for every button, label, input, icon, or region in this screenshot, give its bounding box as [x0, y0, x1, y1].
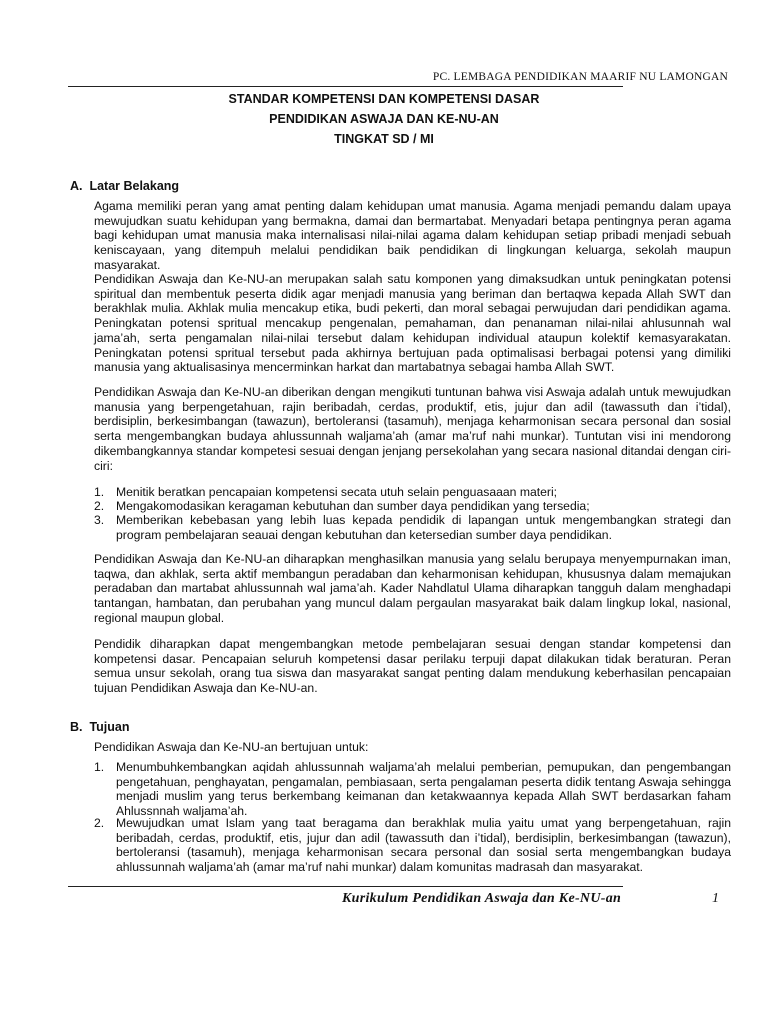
header-divider — [68, 86, 623, 87]
page-number: 1 — [712, 891, 719, 906]
list-item — [94, 816, 731, 875]
header-organization: PC. LEMBAGA PENDIDIKAN MAARIF NU LAMONGAN — [432, 71, 728, 83]
list-number: 2. — [94, 816, 105, 830]
list-text: Mengakomodasikan keragaman kebutuhan dan sumber daya pendidikan yang tersedia; — [116, 499, 590, 513]
paragraph: Pendidik diharapkan dapat mengembangkan metode pembelajaran sesuai dengan standar kompetensi dan kompetensi dasar. Pencapaian seluruh kompetensi dasar perilaku terpuji dapat dilakukan tidak beraturan. Peran semua unsur sekolah, orang tua siswa dan masyarakat sangat penting dalam mendukung keberhasilan pencapaian tujuan Pendidikan Aswaja dan Ke-NU-an. — [94, 637, 731, 696]
list-item — [94, 760, 731, 819]
doc-title-line-1: STANDAR KOMPETENSI DAN KOMPETENSI DASAR — [228, 92, 540, 106]
section-heading-tujuan: B. Tujuan — [70, 720, 130, 734]
doc-title-line-3: TINGKAT SD / MI — [334, 132, 434, 146]
list-number: 2. — [94, 499, 105, 513]
section-heading-latar-belakang: A. Latar Belakang — [70, 179, 180, 193]
list-number: 3. — [94, 513, 105, 527]
list-item — [94, 499, 731, 514]
list-text: Memberikan kebebasan yang lebih luas kepada pendidik di lapangan untuk mengembangkan strategi dan program pembelajaran seauai dengan kebutuhan dan ketersedian sumber daya pendidikan. — [116, 513, 731, 542]
paragraph: Pendidikan Aswaja dan Ke-NU-an diberikan dengan mengikuti tuntunan bahwa visi Aswaja adalah untuk mewujudkan manusia yang berpengetahuan, rajin beribadah, cerdas, produktif, etis, jujur dan adil (tawassuth dan i’tidal), berdisiplin, berkesimbangan (tawazun), bertoleransi (tasamuh), menjaga keharmonisan secara personal dan sosial serta mengembangkan budaya ahlussunnah waljama’ah (amar ma’ruf nahi munkar). Tuntutan visi ini mendorong dikembangkannya standar kompetesi sesuai dengan jenjang persekolahan yang secara nasional ditandai dengan ciri-ciri: — [94, 385, 731, 473]
list-text: Menumbuhkembangkan aqidah ahlussunnah waljama’ah melalui pemberian, pemupukan, dan pengembangan pengetahuan, penghayatan, pengamalan, pembiasaan, serta pengalaman peserta didik tentang Aswaja sehingga menjadi muslim yang terus berkembang keimanan dan ketakwaannya kepada Allah SWT berdasarkan faham Ahlussnnah waljama’ah. — [116, 760, 731, 819]
paragraph: Agama memiliki peran yang amat penting dalam kehidupan umat manusia. Agama menjadi pemandu dalam upaya mewujudkan suatu kehidupan yang bermakna, damai dan bermartabat. Menyadari betapa pentingnya peran agama bagi kehidupan umat manusia maka internalisasi nilai-nilai agama dalam kehidupan setiap pribadi menjadi sebuah keniscayaan, yang ditempuh melalui pendidikan baik pendidikan di lingkungan keluarga, sekolah maupun masyarakat. — [94, 199, 731, 272]
list-text: Mewujudkan umat Islam yang taat beragama dan berakhlak mulia yaitu umat yang berpengetahuan, rajin beribadah, cerdas, produktif, etis, jujur dan adil (tawassuth dan i’tidal), berdisiplin, berkesimbangan (tawazun), bertoleransi (tasamuh), menjaga keharmonisan secara personal dan sosial serta mengembangkan budaya ahlussunnah waljama’ah (amar ma’ruf nahi munkar) dalam komunitas madrasah dan masyarakat. — [116, 816, 731, 875]
footer-divider — [68, 886, 623, 887]
paragraph: Pendidikan Aswaja dan Ke-NU-an bertujuan untuk: — [94, 740, 369, 754]
list-number: 1. — [94, 485, 105, 499]
doc-title-line-2: PENDIDIKAN ASWAJA DAN KE-NU-AN — [269, 112, 499, 126]
paragraph: Pendidikan Aswaja dan Ke-NU-an diharapkan menghasilkan manusia yang selalu berupaya menyempurnakan iman, taqwa, dan akhlak, serta aktif membangun peradaban dan keharmonisan kehidupan, khususnya dalam memajukan peradaban dan martabat ahlussunnah wal jama’ah. Kader Nahdlatul Ulama diharapkan tangguh dalam menghadapi tantangan, hambatan, dan perubahan yang muncul dalam pergaulan masyarakat baik dalam lingkup lokal, nasional, regional maupun global. — [94, 552, 731, 625]
list-item — [94, 513, 731, 542]
list-item — [94, 485, 731, 500]
paragraph: Pendidikan Aswaja dan Ke-NU-an merupakan salah satu komponen yang dimaksudkan untuk peningkatan potensi spiritual dan membentuk peserta didik agar menjadi manusia yang beriman dan bertaqwa kepada Allah SWT dan berakhlak mulia. Akhlak mulia mencakup etika, budi pekerti, dan moral sebagai perwujudan dari pendidikan agama. Peningkatan potensi spritual mencakup pengenalan, pemahaman, dan penanaman nilai-nilai ahlusunnah wal jama’ah, serta pengamalan nilai-nilai tersebut dalam kehidupan individual ataupun kolektif kemasyarakatan. Peningkatan potensi spritual tersebut pada akhirnya bertujuan pada optimalisasi berbagai potensi yang dimiliki manusia yang aktualisasinya mencerminkan harkat dan martabatnya sebagai hamba Allah SWT. — [94, 272, 731, 375]
footer-title: Kurikulum Pendidikan Aswaja dan Ke-NU-an — [342, 891, 622, 906]
list-text: Menitik beratkan pencapaian kompetensi secata utuh selain penguasaaan materi; — [116, 485, 558, 499]
list-number: 1. — [94, 760, 105, 774]
